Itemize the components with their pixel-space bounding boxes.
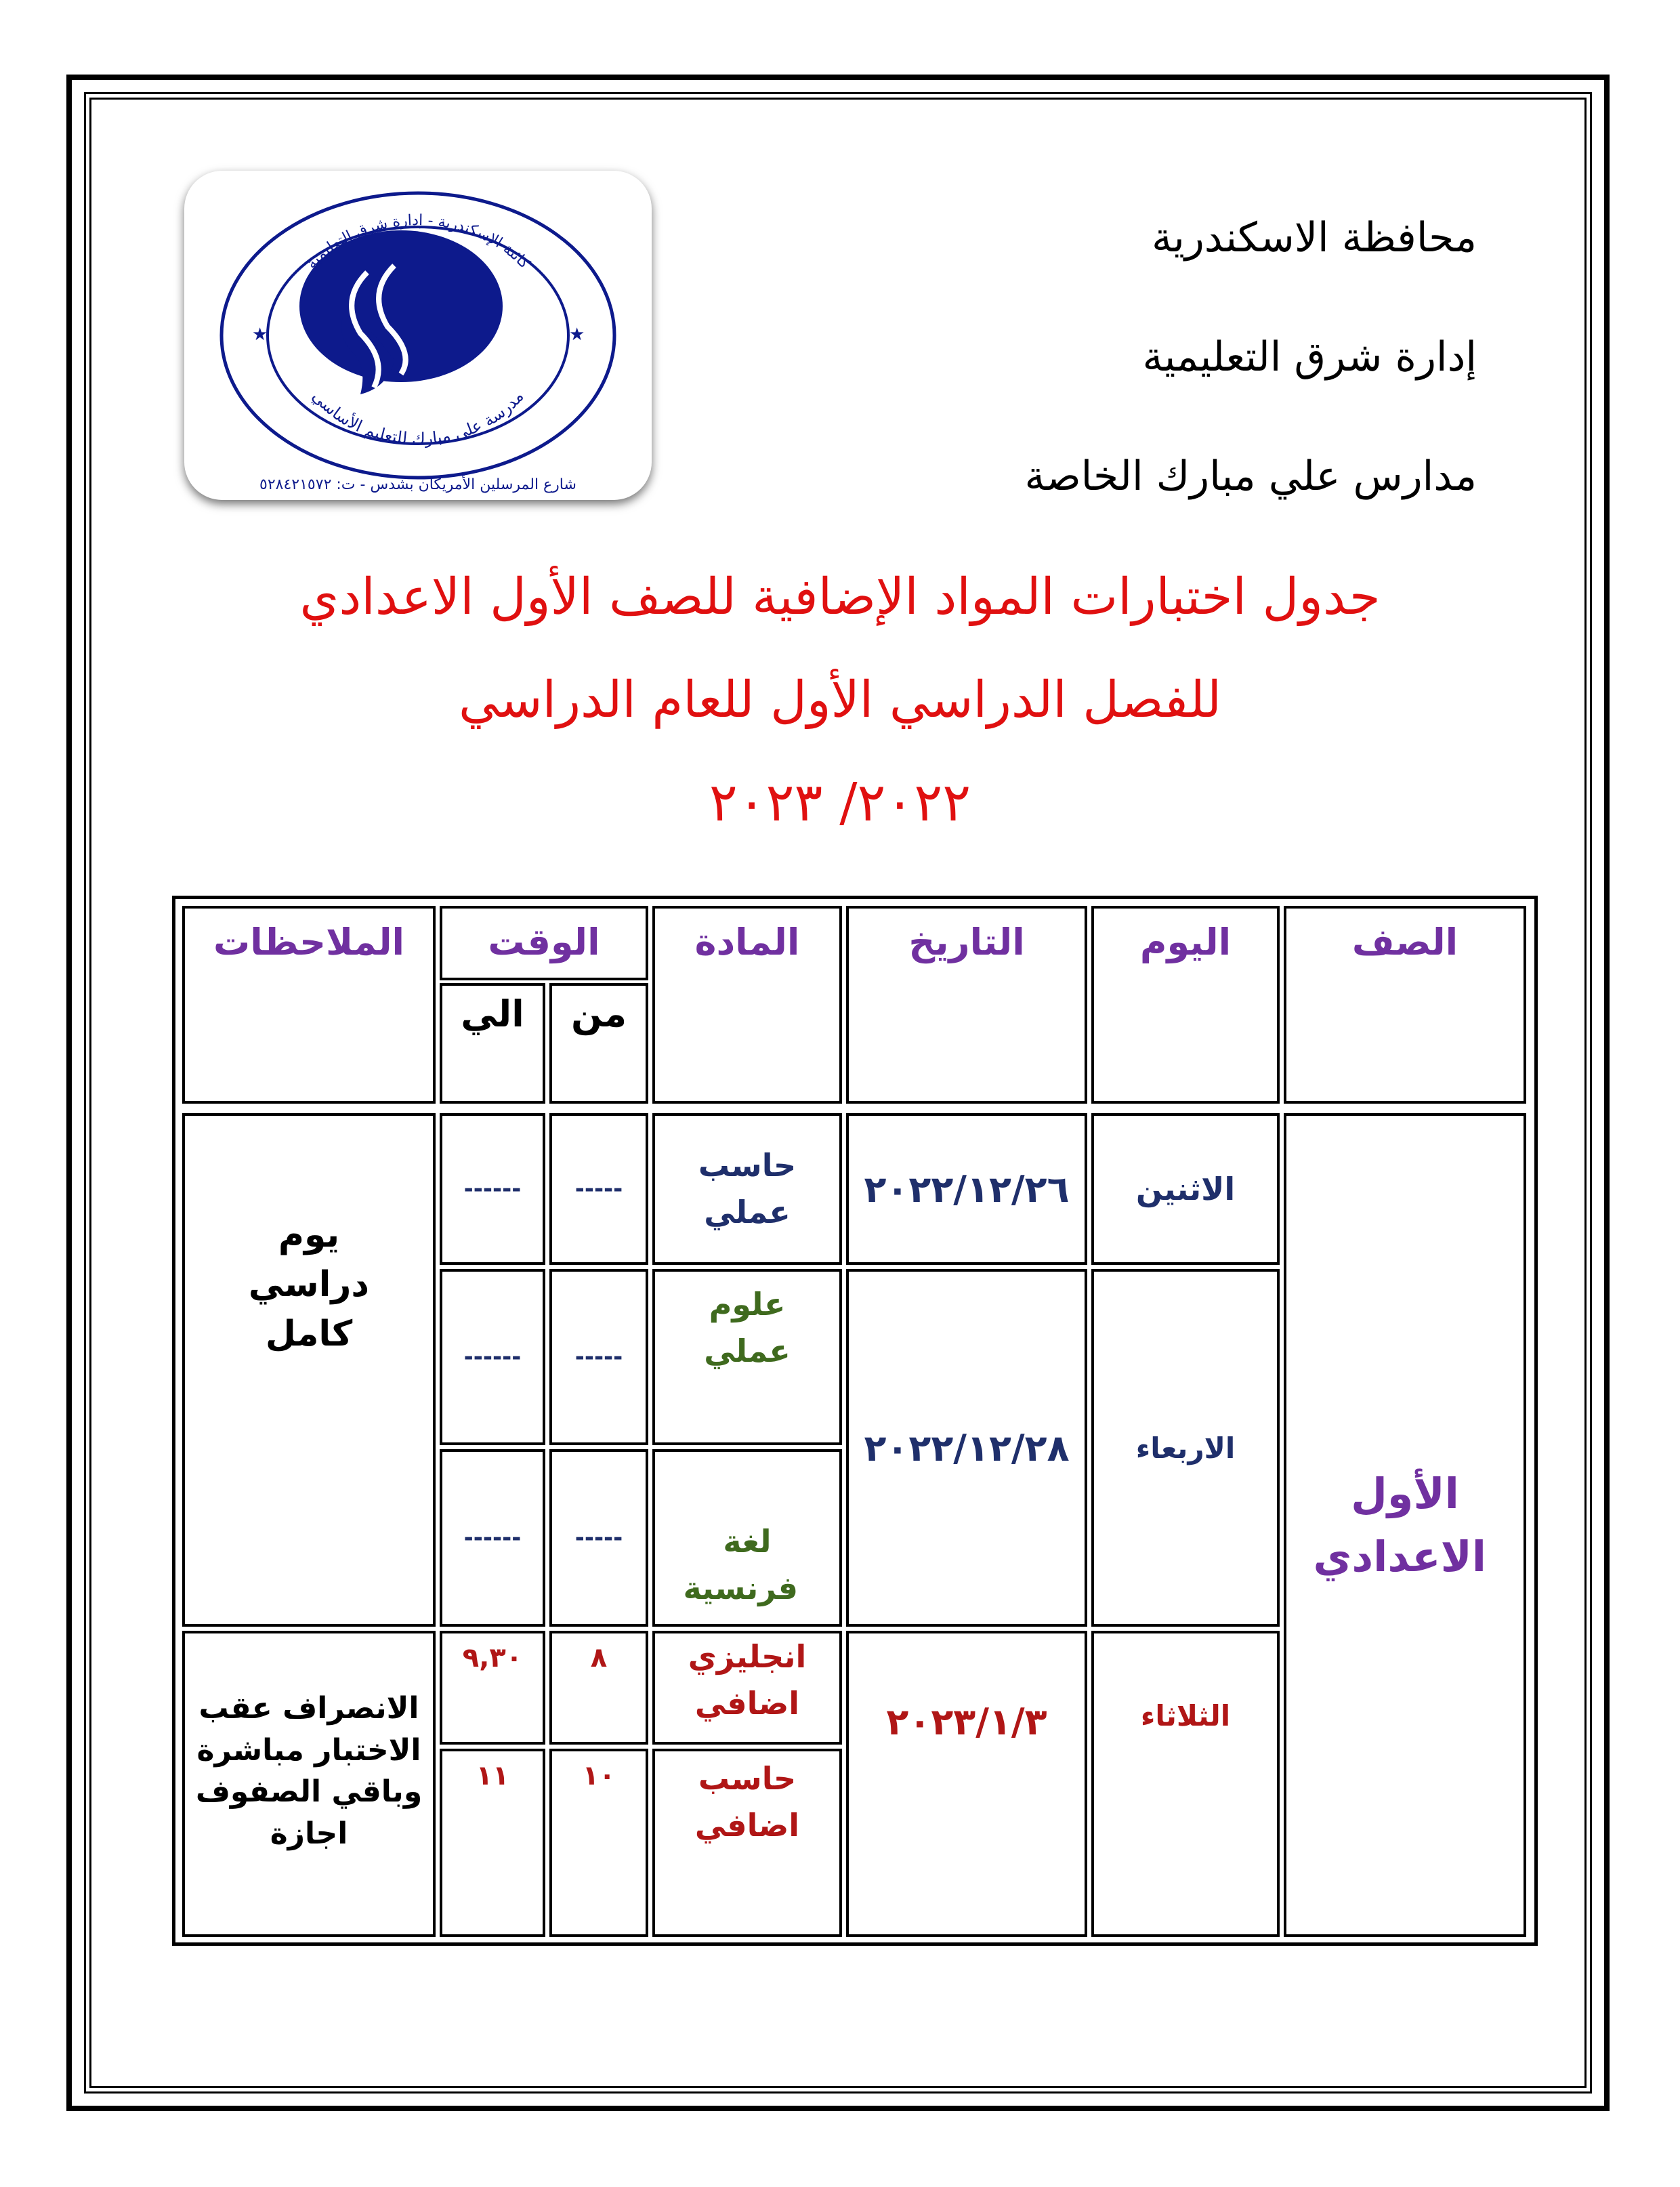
row4-date: ٢٠٢٣/١/٣ <box>846 1631 1087 1937</box>
administration-name: إدارة شرق التعليمية <box>1142 333 1477 381</box>
logo-bottom-arc-text: مدرسة على مبارك للتعليم الأساسي <box>308 387 528 449</box>
logo-top-arc-text: كائنة الإسكندرية - إدارة شرق التعليمية <box>303 211 533 272</box>
notes-full-day <box>182 1113 436 1627</box>
row3-subject <box>652 1449 842 1627</box>
school-logo <box>184 171 652 500</box>
exam-schedule-table <box>172 896 1538 1946</box>
row1-day: الاثنين <box>1091 1113 1280 1265</box>
row4-to: ٩,٣٠ <box>440 1631 545 1745</box>
schedule-title: جدول اختبارات المواد الإضافية للصف الأول الاعدادي <box>299 568 1381 626</box>
row5-subject-text: حاسب اضافي <box>694 1760 800 1844</box>
grade-cell <box>1284 1113 1526 1937</box>
row2-subject-text: علوم عملي <box>704 1286 791 1369</box>
row1-date: ٢٠٢٢/١٢/٢٦ <box>846 1113 1087 1265</box>
row1-from: ----- <box>549 1113 648 1265</box>
row4-subject-text: انجليزي اضافي <box>688 1638 807 1722</box>
header-time: الوقت <box>440 906 648 980</box>
row2-date: ٢٠٢٢/١٢/٢٨ <box>846 1269 1087 1627</box>
row2-to: ------ <box>440 1269 545 1445</box>
header-subject: المادة <box>652 906 842 1104</box>
star-icon: ★ <box>569 325 585 345</box>
row3-from: ----- <box>549 1449 648 1627</box>
row3-to: ------ <box>440 1449 545 1627</box>
header-grade: الصف <box>1284 906 1526 1104</box>
row4-subject <box>652 1631 842 1745</box>
row5-to: ١١ <box>440 1749 545 1937</box>
header-time-from: من <box>549 983 648 1104</box>
notes-full-day-text: يوم دراسي كامل <box>248 1215 370 1354</box>
logo-outer-arc-text: شارع المرسلين الأمريكان بشدس - ت: ٥٢٨٤٢١٥٧٢ <box>259 476 576 493</box>
grade-label: الأول الاعدادي <box>1313 1469 1486 1581</box>
notes-dismissal <box>182 1631 436 1937</box>
row1-to: ------ <box>440 1113 545 1265</box>
academic-year: ٢٠٢٢/ ٢٠٢٣ <box>709 772 971 833</box>
star-icon: ★ <box>252 325 268 345</box>
row1-subject <box>652 1113 842 1265</box>
schedule-subtitle: للفصل الدراسي الأول للعام الدراسي <box>458 671 1221 729</box>
header-time-to: الي <box>440 983 545 1104</box>
row4-day: الثلاثاء <box>1091 1631 1280 1937</box>
row1-subject-text: حاسب عملي <box>698 1147 797 1230</box>
header-date: التاريخ <box>846 906 1087 1104</box>
row5-subject <box>652 1749 842 1937</box>
header-day: اليوم <box>1091 906 1280 1104</box>
row2-day: الاربعاء <box>1091 1269 1280 1627</box>
row5-from: ١٠ <box>549 1749 648 1937</box>
row2-from: ----- <box>549 1269 648 1445</box>
school-name: مدارس علي مبارك الخاصة <box>1024 453 1477 500</box>
svg-text:مدرسة على مبارك للتعليم الأساس <box>308 387 527 449</box>
header-notes: الملاحظات <box>182 906 436 1104</box>
row4-from: ٨ <box>549 1631 648 1745</box>
row2-subject <box>652 1269 842 1445</box>
notes-dismissal-text: الانصراف عقب الاختبار مباشرة وباقي الصفوف اجازة <box>195 1691 423 1851</box>
governorate-name: محافظة الاسكندرية <box>1151 214 1477 262</box>
row3-subject-text: لغة فرنسية <box>683 1523 798 1606</box>
